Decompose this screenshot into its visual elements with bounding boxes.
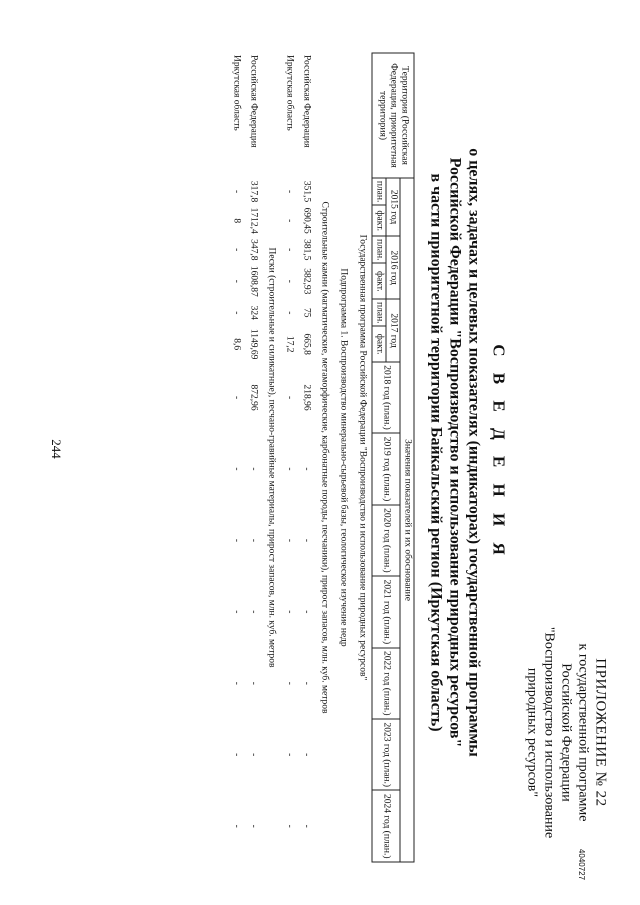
value-cell: -: [301, 610, 312, 614]
document-code: 4040727: [577, 848, 587, 881]
value-cell: -: [248, 467, 259, 471]
header-year: 2018 год (план.): [372, 362, 400, 433]
value-cell: -: [284, 395, 295, 400]
header-sub: план.: [372, 299, 386, 326]
value-cell: 1608,87: [248, 265, 259, 297]
header-values: Значения показателей и их обоснование: [400, 178, 414, 862]
value-cell: -: [284, 681, 295, 685]
indicator-caption: Пески (строительные и силикатные), песчано-гравийные материалы, прирост запасов, млн. куб. метров: [266, 247, 277, 668]
territory-cell: Иркутская область: [231, 55, 242, 131]
value-cell: -: [284, 311, 295, 315]
value-cell: -: [248, 753, 259, 757]
subprogram-caption: Подпрограмма 1. Воспроизводство минерально-сырьевой базы, геологическое изучение недр: [338, 268, 349, 647]
territory-cell: Российская Федерация: [301, 55, 312, 148]
value-cell: -: [284, 610, 295, 614]
value-cell: -: [301, 753, 312, 757]
header-year: 2016 год: [386, 236, 400, 299]
value-cell: -: [248, 610, 259, 614]
appendix-line: "Воспроизводство и использование: [541, 626, 557, 839]
value-cell: -: [231, 248, 242, 252]
value-cell: -: [301, 681, 312, 685]
territory-cell: Иркутская область: [284, 55, 295, 131]
page-number: 244: [48, 439, 64, 459]
value-cell: -: [284, 824, 295, 828]
appendix-line: к государственной программе: [575, 643, 591, 822]
value-cell: 75: [301, 308, 312, 318]
value-cell: 8,6: [231, 338, 242, 351]
table-row: [298, 53, 315, 862]
value-cell: -: [231, 395, 242, 400]
header-year: 2021 год (план.): [372, 576, 400, 647]
appendix-header: [524, 603, 609, 863]
header-sub: факт.: [372, 263, 386, 299]
value-cell: -: [284, 279, 295, 283]
value-cell: 351,5: [301, 180, 312, 203]
value-cell: 1149,69: [248, 328, 259, 360]
header-year: 2023 год (план.): [372, 719, 400, 790]
header-year: 2019 год (план.): [372, 433, 400, 504]
value-cell: 347,8: [248, 239, 259, 261]
value-cell: -: [284, 190, 295, 194]
value-cell: 8: [231, 218, 242, 224]
value-cell: -: [301, 467, 312, 471]
value-cell: 382,93: [301, 268, 312, 295]
value-cell: -: [284, 467, 295, 471]
value-cell: -: [248, 824, 259, 828]
appendix-line: Российской Федерации: [558, 663, 574, 802]
title-line: Российской Федерации "Воспроизводство и использование природных ресурсов": [446, 157, 464, 748]
value-cell: -: [231, 538, 242, 543]
header-sub: план.: [372, 178, 386, 205]
value-cell: 690,45: [301, 207, 312, 234]
indicators-table: [228, 53, 415, 863]
header-year: 2024 год (план.): [372, 790, 400, 862]
value-cell: -: [231, 190, 242, 194]
header-sub: факт.: [372, 326, 386, 361]
value-cell: -: [284, 753, 295, 757]
value-cell: -: [231, 467, 242, 471]
value-cell: -: [248, 538, 259, 543]
indicator-caption: Строительные камни (магматические, метаморфические, карбонатные породы, песчаники), прирост запасов, млн. куб. метров: [319, 201, 330, 714]
value-cell: 317,8: [248, 180, 259, 203]
value-cell: 324: [248, 305, 259, 320]
value-cell: 17,2: [284, 335, 295, 353]
value-cell: 218,96: [301, 384, 312, 411]
header-sub: план.: [372, 236, 386, 263]
value-cell: -: [231, 681, 242, 685]
title-line: о целях, задачах и целевых показателях (индикаторах) государственной программы: [465, 148, 483, 757]
value-cell: -: [284, 219, 295, 223]
appendix-line: природных ресурсов": [524, 667, 540, 798]
document-title: [427, 3, 509, 903]
value-cell: -: [231, 311, 242, 315]
value-cell: -: [231, 824, 242, 828]
value-cell: 665,8: [301, 333, 312, 355]
program-caption: Государственная программа Российской Федерации "Воспроизводство и использование природных ресурсов": [357, 234, 368, 681]
table-row: [245, 53, 262, 862]
value-cell: 872,96: [248, 384, 259, 411]
rotated-page-content: [4, 3, 637, 903]
appendix-number: ПРИЛОЖЕНИЕ № 22: [592, 658, 609, 807]
value-cell: -: [231, 610, 242, 614]
header-year: 2020 год (план.): [372, 505, 400, 576]
header-year: 2017 год: [386, 299, 400, 362]
value-cell: -: [284, 248, 295, 252]
value-cell: 381,5: [301, 239, 312, 261]
header-sub: факт.: [372, 205, 386, 236]
value-cell: -: [284, 538, 295, 543]
value-cell: 1712,4: [248, 207, 259, 234]
table-row: [281, 53, 298, 862]
value-cell: -: [231, 279, 242, 283]
value-cell: -: [231, 753, 242, 757]
header-territory: Территория (Российская Федерация, приоритетная территория): [372, 53, 414, 178]
value-cell: -: [301, 538, 312, 543]
header-year: 2022 год (план.): [372, 648, 400, 719]
territory-cell: Российская Федерация: [248, 55, 259, 148]
title-line: в части приоритетной территории Байкальский регион (Иркутская область): [427, 173, 445, 732]
title-heading: С В Е Д Е Н И Я: [489, 344, 509, 561]
value-cell: -: [248, 681, 259, 685]
table-row: [228, 53, 245, 862]
value-cell: -: [301, 824, 312, 828]
header-year: 2015 год: [386, 178, 400, 236]
